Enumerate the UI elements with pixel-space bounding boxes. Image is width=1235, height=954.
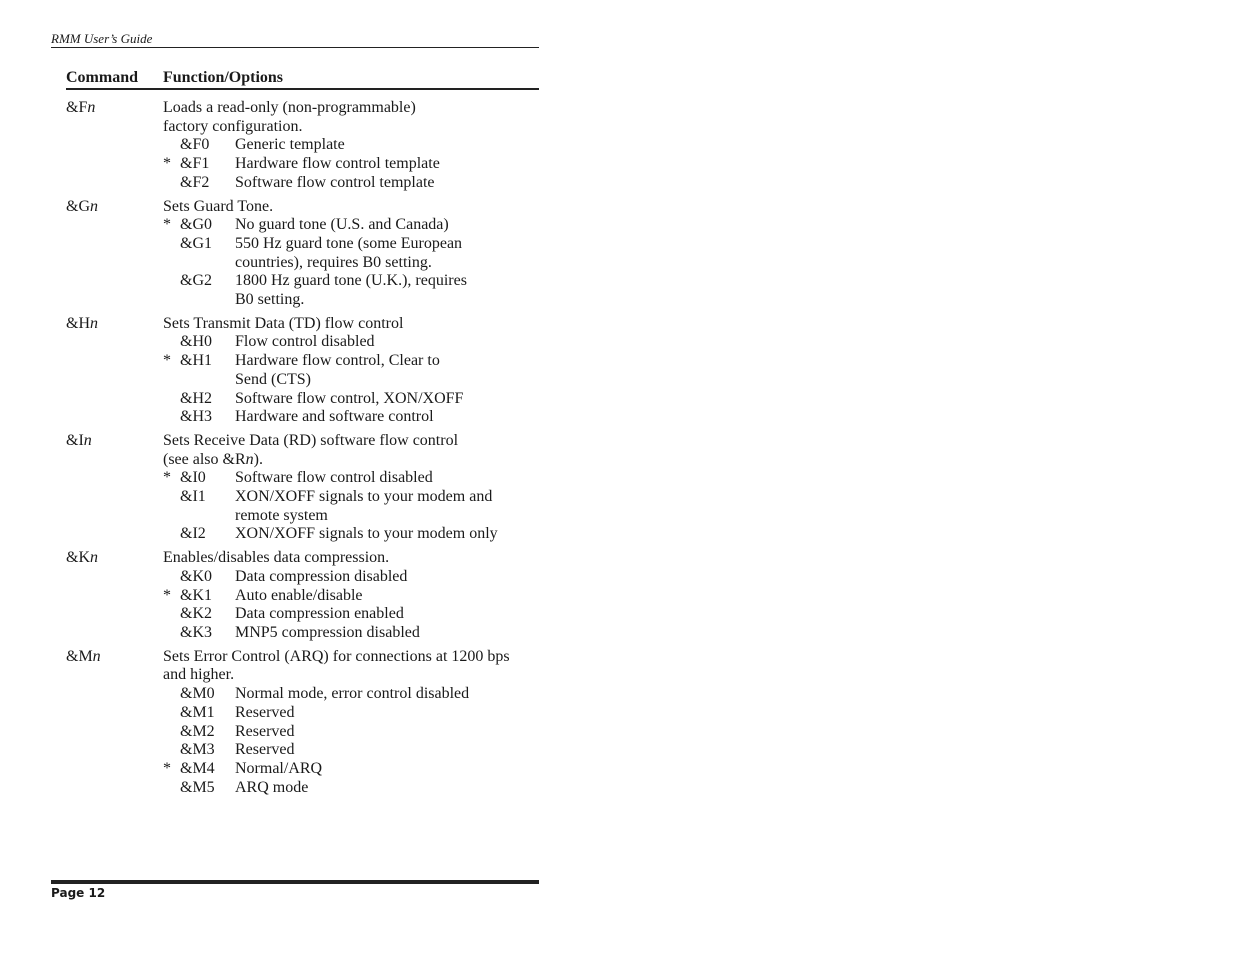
option-description: Software flow control, XON/XOFF bbox=[235, 389, 464, 407]
command-variable: n bbox=[90, 314, 98, 332]
option-row bbox=[163, 568, 539, 587]
command-entry bbox=[66, 432, 539, 544]
option-description: Reserved bbox=[235, 741, 295, 759]
option-row bbox=[163, 587, 539, 606]
option-description: Reserved bbox=[235, 722, 295, 740]
page-number: Page 12 bbox=[51, 886, 106, 900]
option-description: 1800 Hz guard tone (U.K.), requires bbox=[235, 272, 467, 290]
option-description: ARQ mode bbox=[235, 778, 309, 796]
option-description: countries), requires B0 setting. bbox=[235, 253, 432, 271]
command-entry bbox=[66, 648, 539, 798]
option-code: &I1 bbox=[180, 488, 206, 506]
option-description: Flow control disabled bbox=[235, 333, 375, 351]
default-marker: * bbox=[163, 216, 171, 234]
description-line: Sets Transmit Data (TD) flow control bbox=[163, 314, 404, 332]
column-heading-rule bbox=[66, 88, 539, 90]
option-code: &K1 bbox=[180, 586, 212, 604]
command-entry bbox=[66, 99, 539, 193]
default-marker: * bbox=[163, 586, 171, 604]
option-row bbox=[163, 525, 539, 544]
command-name bbox=[66, 549, 98, 568]
command-name bbox=[66, 315, 98, 334]
option-code: &G2 bbox=[180, 272, 212, 290]
option-code: &H1 bbox=[180, 352, 212, 370]
command-entry bbox=[66, 315, 539, 427]
option-description: Software flow control disabled bbox=[235, 469, 433, 487]
command-base: &G bbox=[66, 197, 90, 215]
option-description: Generic template bbox=[235, 136, 345, 154]
default-marker: * bbox=[163, 352, 171, 370]
option-description: Hardware flow control, Clear to bbox=[235, 352, 440, 370]
command-variable: n bbox=[90, 197, 98, 215]
function-column-heading: Function/Options bbox=[163, 69, 284, 86]
command-variable: n bbox=[87, 99, 96, 116]
option-row bbox=[163, 155, 539, 174]
command-base: &K bbox=[66, 549, 90, 567]
default-marker: * bbox=[163, 155, 171, 173]
option-code: &G0 bbox=[180, 216, 212, 234]
option-description: Hardware flow control template bbox=[235, 155, 440, 173]
description-line: and higher. bbox=[163, 666, 235, 684]
option-code: &I0 bbox=[180, 469, 206, 487]
footer-rule bbox=[51, 880, 539, 884]
option-code: &M1 bbox=[180, 703, 215, 721]
command-description bbox=[163, 648, 539, 798]
option-description: Send (CTS) bbox=[235, 370, 311, 388]
command-variable: n bbox=[92, 647, 101, 665]
command-table bbox=[66, 99, 539, 802]
option-description: Normal mode, error control disabled bbox=[235, 685, 470, 703]
option-description: Reserved bbox=[235, 703, 295, 721]
option-row bbox=[163, 469, 539, 488]
option-row bbox=[163, 352, 539, 389]
option-row bbox=[163, 390, 539, 409]
description-line: Sets Error Control (ARQ) for connections at 1200 bps bbox=[163, 647, 510, 665]
option-description: Hardware and software control bbox=[235, 408, 434, 426]
option-code: &F0 bbox=[180, 136, 210, 154]
command-variable: n bbox=[90, 549, 98, 567]
command-base: &M bbox=[66, 647, 93, 665]
command-description bbox=[163, 198, 539, 310]
option-code: &H0 bbox=[180, 333, 212, 351]
option-description: MNP5 compression disabled bbox=[235, 623, 420, 641]
option-row bbox=[163, 779, 539, 798]
option-row bbox=[163, 333, 539, 352]
option-description: Normal/ARQ bbox=[235, 759, 323, 777]
option-row bbox=[163, 605, 539, 624]
option-description: remote system bbox=[235, 506, 328, 524]
option-row bbox=[163, 723, 539, 742]
description-line: Enables/disables data compression. bbox=[163, 549, 390, 567]
command-entry bbox=[66, 198, 539, 310]
command-name bbox=[66, 99, 95, 118]
option-row bbox=[163, 685, 539, 704]
command-base: &I bbox=[66, 431, 84, 449]
option-code: &M3 bbox=[180, 741, 215, 759]
option-row bbox=[163, 136, 539, 155]
description-line: (see also &Rn). bbox=[163, 450, 263, 468]
description-line: Sets Receive Data (RD) software flow control bbox=[163, 431, 459, 449]
option-description: 550 Hz guard tone (some European bbox=[235, 234, 463, 252]
command-variable: n bbox=[83, 431, 92, 449]
option-description: Auto enable/disable bbox=[235, 586, 363, 604]
command-name bbox=[66, 648, 101, 667]
option-code: &K3 bbox=[180, 623, 212, 641]
option-code: &F2 bbox=[180, 173, 210, 191]
option-description: XON/XOFF signals to your modem and bbox=[235, 488, 493, 506]
option-row bbox=[163, 272, 539, 309]
option-code: &H3 bbox=[180, 408, 212, 426]
command-description bbox=[163, 432, 539, 544]
option-code: &K0 bbox=[180, 567, 212, 585]
option-description: Data compression disabled bbox=[235, 567, 408, 585]
option-code: &F1 bbox=[180, 155, 210, 173]
command-base: &F bbox=[66, 99, 88, 116]
command-description bbox=[163, 99, 539, 193]
option-row bbox=[163, 216, 539, 235]
command-entry bbox=[66, 549, 539, 643]
default-marker: * bbox=[163, 759, 171, 777]
command-description bbox=[163, 315, 539, 427]
running-header: RMM User’s Guide bbox=[51, 31, 153, 46]
option-description: No guard tone (U.S. and Canada) bbox=[235, 216, 449, 234]
option-description: B0 setting. bbox=[235, 291, 305, 309]
default-marker: * bbox=[163, 469, 171, 487]
command-column-heading: Command bbox=[66, 69, 139, 86]
option-row bbox=[163, 760, 539, 779]
command-name bbox=[66, 198, 98, 217]
option-code: &M5 bbox=[180, 778, 215, 796]
option-description: Data compression enabled bbox=[235, 605, 404, 623]
description-line: Sets Guard Tone. bbox=[163, 197, 274, 215]
option-row bbox=[163, 741, 539, 760]
option-code: &M4 bbox=[180, 759, 215, 777]
option-description: XON/XOFF signals to your modem only bbox=[235, 525, 498, 543]
option-row bbox=[163, 235, 539, 272]
option-code: &G1 bbox=[180, 234, 212, 252]
command-base: &H bbox=[66, 314, 90, 332]
option-row bbox=[163, 174, 539, 193]
option-code: &I2 bbox=[180, 525, 206, 543]
option-row bbox=[163, 408, 539, 427]
header-rule bbox=[51, 47, 539, 48]
option-code: &K2 bbox=[180, 605, 212, 623]
option-row bbox=[163, 704, 539, 723]
description-line: factory configuration. bbox=[163, 117, 303, 135]
option-code: &H2 bbox=[180, 389, 212, 407]
option-row bbox=[163, 624, 539, 643]
command-name bbox=[66, 432, 92, 451]
option-description: Software flow control template bbox=[235, 173, 435, 191]
command-description bbox=[163, 549, 539, 643]
option-code: &M2 bbox=[180, 722, 215, 740]
option-row bbox=[163, 488, 539, 525]
option-code: &M0 bbox=[180, 685, 215, 703]
description-line: Loads a read-only (non-programmable) bbox=[163, 99, 416, 116]
